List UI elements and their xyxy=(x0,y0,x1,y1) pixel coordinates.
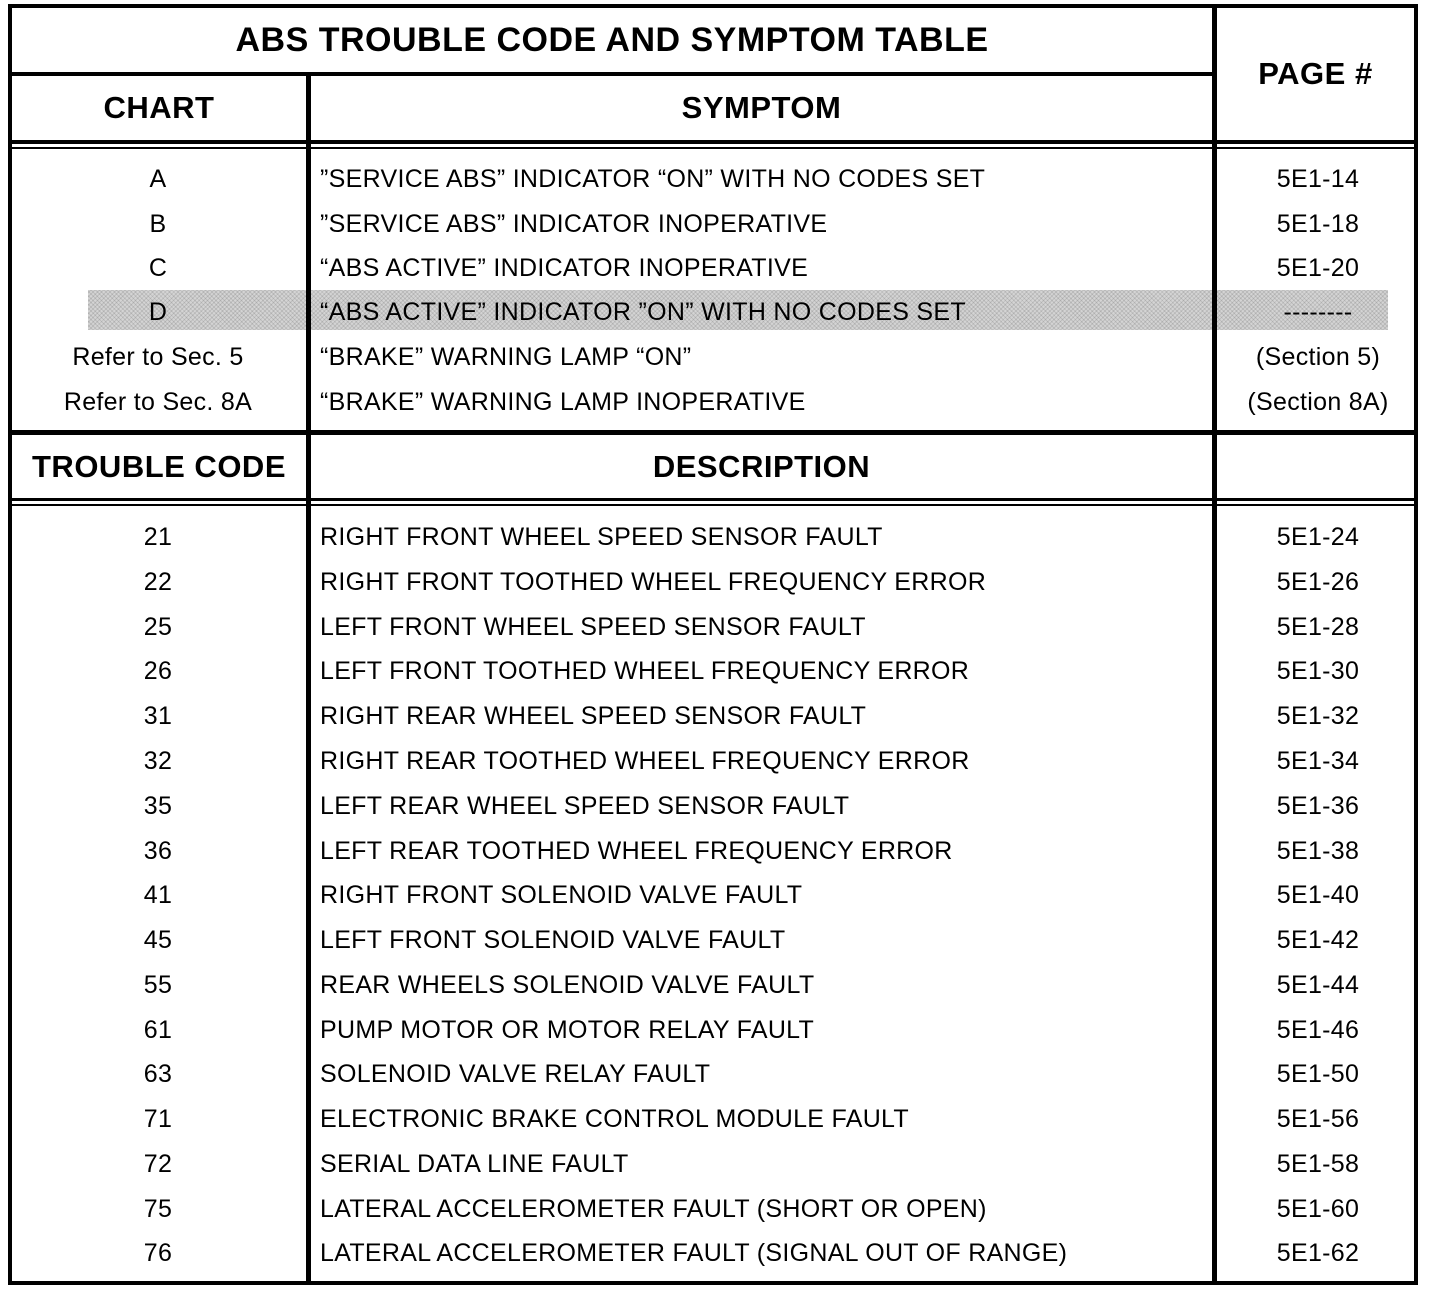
rule-under-code-header-2 xyxy=(8,504,1418,506)
trouble-code: 35 xyxy=(143,791,173,820)
trouble-code: 31 xyxy=(143,701,173,730)
page-ref: 5E1-58 xyxy=(1276,1149,1360,1178)
code-description: LATERAL ACCELEROMETER FAULT (SIGNAL OUT OF RANGE) xyxy=(320,1238,1068,1267)
page-ref: 5E1-56 xyxy=(1276,1104,1360,1133)
symptom-text: “ABS ACTIVE” INDICATOR INOPERATIVE xyxy=(320,253,809,282)
code-row xyxy=(8,1097,1418,1141)
page-ref: 5E1-62 xyxy=(1276,1238,1360,1267)
border-bottom xyxy=(8,1281,1418,1285)
trouble-code: 75 xyxy=(143,1194,173,1223)
symptom-text: “ABS ACTIVE” INDICATOR ”ON” WITH NO CODES SET xyxy=(320,297,966,326)
trouble-code: 45 xyxy=(143,925,173,954)
trouble-code: 71 xyxy=(143,1104,173,1133)
code-row xyxy=(8,784,1418,828)
code-row xyxy=(8,918,1418,962)
trouble-code: 55 xyxy=(143,970,173,999)
chart-letter: A xyxy=(149,164,167,193)
symptom-row-c xyxy=(8,246,1418,290)
chart-letter: C xyxy=(148,253,168,282)
trouble-code: 36 xyxy=(143,836,173,865)
page-ref: 5E1-38 xyxy=(1276,836,1360,865)
code-description: LATERAL ACCELEROMETER FAULT (SHORT OR OPEN) xyxy=(320,1194,987,1223)
code-description: RIGHT REAR WHEEL SPEED SENSOR FAULT xyxy=(320,701,867,730)
page-number-header: PAGE # xyxy=(1258,56,1373,91)
code-row xyxy=(8,560,1418,604)
chart-header: CHART xyxy=(103,90,215,125)
code-row xyxy=(8,963,1418,1007)
chart-letter: Refer to Sec. 8A xyxy=(63,387,253,416)
symptom-row-sec8a xyxy=(8,380,1418,424)
trouble-code: 26 xyxy=(143,656,173,685)
trouble-code: 21 xyxy=(143,522,173,551)
chart-letter: B xyxy=(149,209,167,238)
code-row xyxy=(8,1008,1418,1052)
code-description: RIGHT FRONT SOLENOID VALVE FAULT xyxy=(320,880,803,909)
page-ref: 5E1-46 xyxy=(1276,1015,1360,1044)
code-row xyxy=(8,1052,1418,1096)
abs-trouble-code-table xyxy=(8,4,1418,1285)
chart-letter: Refer to Sec. 5 xyxy=(72,342,244,371)
page-ref: 5E1-18 xyxy=(1276,209,1360,238)
code-row xyxy=(8,739,1418,783)
symptom-text: ”SERVICE ABS” INDICATOR INOPERATIVE xyxy=(320,209,828,238)
table-title: ABS TROUBLE CODE AND SYMPTOM TABLE xyxy=(235,20,989,59)
page-ref: 5E1-60 xyxy=(1276,1194,1360,1223)
page-ref: 5E1-40 xyxy=(1276,880,1360,909)
code-row xyxy=(8,829,1418,873)
code-row xyxy=(8,515,1418,559)
page-ref: 5E1-14 xyxy=(1276,164,1360,193)
code-description: RIGHT FRONT WHEEL SPEED SENSOR FAULT xyxy=(320,522,883,551)
page-ref: 5E1-30 xyxy=(1276,656,1360,685)
symptom-row-d xyxy=(8,290,1418,334)
symptom-row-sec5 xyxy=(8,335,1418,379)
trouble-code: 61 xyxy=(143,1015,173,1044)
code-description: SOLENOID VALVE RELAY FAULT xyxy=(320,1059,711,1088)
code-description: LEFT REAR TOOTHED WHEEL FREQUENCY ERROR xyxy=(320,836,953,865)
trouble-code: 72 xyxy=(143,1149,173,1178)
page-ref: 5E1-28 xyxy=(1276,612,1360,641)
code-description: PUMP MOTOR OR MOTOR RELAY FAULT xyxy=(320,1015,815,1044)
symptom-text: “BRAKE” WARNING LAMP INOPERATIVE xyxy=(320,387,806,416)
page-ref: 5E1-50 xyxy=(1276,1059,1360,1088)
page-ref: 5E1-44 xyxy=(1276,970,1360,999)
trouble-code: 22 xyxy=(143,567,173,596)
page-ref: 5E1-26 xyxy=(1276,567,1360,596)
symptom-header: SYMPTOM xyxy=(681,90,842,125)
page-ref: 5E1-24 xyxy=(1276,522,1360,551)
trouble-code: 25 xyxy=(143,612,173,641)
page-ref: (Section 8A) xyxy=(1247,387,1389,416)
code-description: RIGHT REAR TOOTHED WHEEL FREQUENCY ERROR xyxy=(320,746,970,775)
rule-under-symptom-header-2 xyxy=(8,147,1418,149)
page-ref: 5E1-32 xyxy=(1276,701,1360,730)
code-row xyxy=(8,649,1418,693)
page-ref: 5E1-36 xyxy=(1276,791,1360,820)
rule-under-code-header xyxy=(8,498,1418,501)
code-row xyxy=(8,1231,1418,1275)
page-ref: (Section 5) xyxy=(1255,342,1381,371)
trouble-code: 63 xyxy=(143,1059,173,1088)
description-header: DESCRIPTION xyxy=(652,448,871,484)
symptom-text: ”SERVICE ABS” INDICATOR “ON” WITH NO CODES SET xyxy=(320,164,986,193)
trouble-code: 32 xyxy=(143,746,173,775)
code-row xyxy=(8,1142,1418,1186)
code-row xyxy=(8,694,1418,738)
code-row xyxy=(8,873,1418,917)
code-description: LEFT REAR WHEEL SPEED SENSOR FAULT xyxy=(320,791,850,820)
page-ref: 5E1-42 xyxy=(1276,925,1360,954)
symptom-text: “BRAKE” WARNING LAMP “ON” xyxy=(320,342,692,371)
code-description: ELECTRONIC BRAKE CONTROL MODULE FAULT xyxy=(320,1104,909,1133)
code-row xyxy=(8,605,1418,649)
symptom-row-a xyxy=(8,157,1418,201)
chart-letter: D xyxy=(148,297,168,326)
page-ref: -------- xyxy=(1283,297,1353,326)
code-description: SERIAL DATA LINE FAULT xyxy=(320,1149,629,1178)
page-ref: 5E1-20 xyxy=(1276,253,1360,282)
code-description: LEFT FRONT SOLENOID VALVE FAULT xyxy=(320,925,786,954)
code-description: LEFT FRONT WHEEL SPEED SENSOR FAULT xyxy=(320,612,866,641)
trouble-code: 76 xyxy=(143,1238,173,1267)
page-ref: 5E1-34 xyxy=(1276,746,1360,775)
code-description: RIGHT FRONT TOOTHED WHEEL FREQUENCY ERROR xyxy=(320,567,987,596)
symptom-row-b xyxy=(8,202,1418,246)
rule-under-symptom-header xyxy=(8,140,1418,144)
trouble-code: 41 xyxy=(143,880,173,909)
code-description: REAR WHEELS SOLENOID VALVE FAULT xyxy=(320,970,815,999)
trouble-code-header: TROUBLE CODE xyxy=(32,448,286,484)
code-row xyxy=(8,1187,1418,1231)
code-description: LEFT FRONT TOOTHED WHEEL FREQUENCY ERROR xyxy=(320,656,970,685)
